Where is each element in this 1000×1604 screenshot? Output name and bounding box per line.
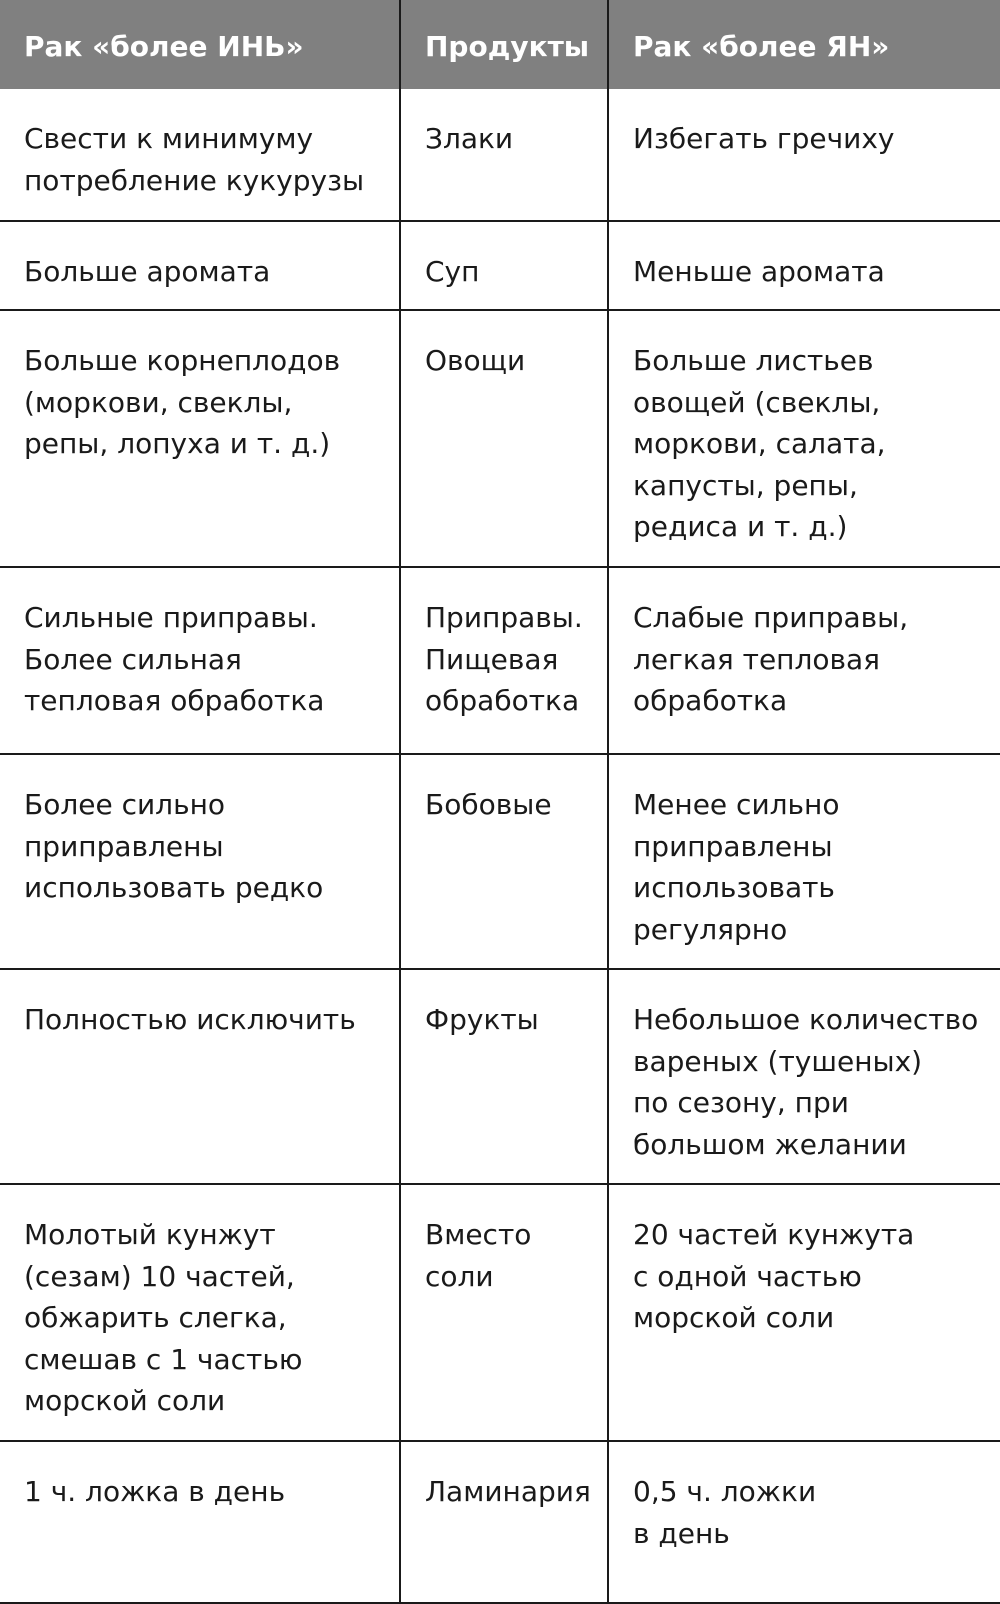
cell-product <box>400 1441 608 1603</box>
cell-text: 1 ч. ложка в день <box>24 1475 286 1508</box>
cell-yang <box>608 754 1000 969</box>
cell-yang <box>608 1441 1000 1603</box>
cell-text: Меньше аромата <box>633 255 885 288</box>
cell-yang <box>608 221 1000 310</box>
table-row <box>0 221 1000 310</box>
table-row <box>0 1184 1000 1441</box>
cell-yin <box>0 969 400 1184</box>
header-yang: Рак «более ЯН» <box>608 0 1000 89</box>
cell-product <box>400 1184 608 1441</box>
cell-yang <box>608 310 1000 567</box>
cell-yang <box>608 567 1000 754</box>
header-row <box>0 0 1000 89</box>
cell-product <box>400 310 608 567</box>
cell-text: Больше корнеплодов (моркови, свеклы, репы, лопуха и т. д.) <box>24 344 341 460</box>
cell-text: 20 частей кунжута с одной частью морской соли <box>633 1218 915 1334</box>
table-row <box>0 1441 1000 1603</box>
table-row <box>0 969 1000 1184</box>
cell-text: Ламинария <box>425 1475 591 1508</box>
cell-yin <box>0 221 400 310</box>
cell-product <box>400 221 608 310</box>
cell-yang <box>608 969 1000 1184</box>
cell-text: Вместо соли <box>425 1218 532 1293</box>
cell-text: Сильные приправы. Более сильная тепловая обработка <box>24 601 325 717</box>
table-header <box>0 0 1000 89</box>
cell-yin <box>0 310 400 567</box>
cell-text: Овощи <box>425 344 526 377</box>
cell-yin <box>0 1441 400 1603</box>
cell-text: Менее сильно приправлены использовать регулярно <box>633 788 840 946</box>
cell-yang <box>608 89 1000 221</box>
table-body <box>0 89 1000 1603</box>
cell-yin <box>0 89 400 221</box>
cell-product <box>400 754 608 969</box>
table-row <box>0 754 1000 969</box>
cell-text: Слабые приправы, легкая тепловая обработка <box>633 601 909 717</box>
cell-yang <box>608 1184 1000 1441</box>
cell-text: Фрукты <box>425 1003 539 1036</box>
cell-text: Полностью исключить <box>24 1003 356 1036</box>
cell-product <box>400 567 608 754</box>
cell-text: Молотый кунжут (сезам) 10 частей, обжарить слегка, смешав с 1 частью морской соли <box>24 1218 303 1417</box>
cell-yin <box>0 754 400 969</box>
cell-text: Больше аромата <box>24 255 271 288</box>
cell-yin <box>0 567 400 754</box>
cell-text: 0,5 ч. ложки в день <box>633 1475 817 1550</box>
header-products: Продукты <box>400 0 608 89</box>
cell-product <box>400 969 608 1184</box>
cell-text: Суп <box>425 255 480 288</box>
table-row <box>0 567 1000 754</box>
cell-yin <box>0 1184 400 1441</box>
table-row <box>0 310 1000 567</box>
cell-product <box>400 89 608 221</box>
cell-text: Более сильно приправлены использовать редко <box>24 788 324 904</box>
cell-text: Избегать гречиху <box>633 122 895 155</box>
cell-text: Небольшое количество вареных (тушеных) по сезону, при большом желании <box>633 1003 979 1161</box>
header-yin: Рак «более ИНЬ» <box>0 0 400 89</box>
table-row <box>0 89 1000 221</box>
cell-text: Свести к минимуму потребление кукурузы <box>24 122 365 197</box>
cell-text: Бобовые <box>425 788 552 821</box>
cell-text: Приправы. Пищевая обработка <box>425 601 583 717</box>
cell-text: Злаки <box>425 122 514 155</box>
cell-text: Больше листьев овощей (свеклы, моркови, салата, капусты, репы, редиса и т. д.) <box>633 344 886 543</box>
